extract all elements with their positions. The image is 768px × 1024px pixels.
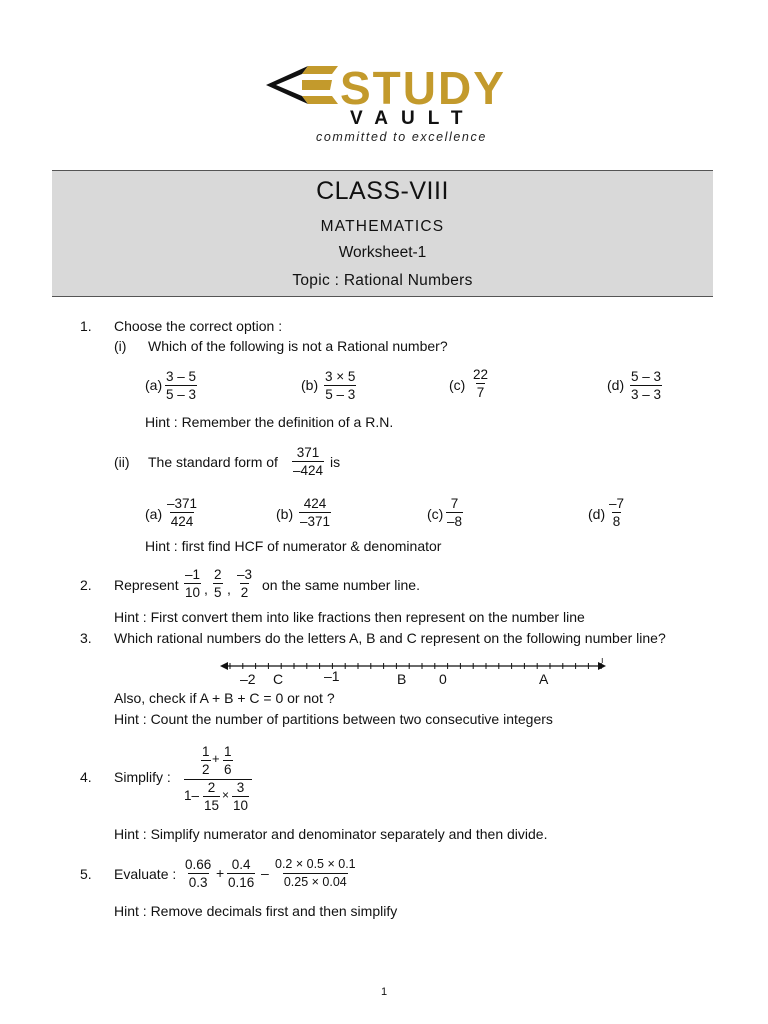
header-band <box>52 170 713 297</box>
q4-number: 4. <box>80 769 92 785</box>
q5-fraction-2: $\frac{0.4}{0.16}$ <box>228 857 255 890</box>
q1-ii-b-fraction: $\frac{424}{-371}$ <box>300 496 331 529</box>
q1-ii-label: (ii) <box>114 454 130 470</box>
q4-frac-a: $\frac{1}{2}$ <box>202 744 210 777</box>
q1-i-label: (i) <box>114 338 127 354</box>
q5-hint: Hint : Remove decimals first and then simplify <box>114 903 398 919</box>
svg-text:STUDY: STUDY <box>340 62 506 108</box>
q3-number: 3. <box>80 630 92 646</box>
q2-number: 2. <box>80 577 92 593</box>
q1-i-a-fraction: $\frac{3 - 5}{5 - 3}$ <box>166 369 197 402</box>
logo-tagline: committed to excellence <box>316 130 487 144</box>
q4-text: Simplify : <box>114 769 171 785</box>
q1-ii-hint: Hint : first find HCF of numerator & denominator <box>145 538 442 554</box>
class-title: CLASS-VIII <box>316 177 449 205</box>
q4-hint: Hint : Simplify numerator and denominator separately and then divide. <box>114 826 548 842</box>
q1-text: Choose the correct option : <box>114 318 283 334</box>
q5-plus: + <box>216 865 225 881</box>
q4-frac-b: $\frac{1}{6}$ <box>224 744 232 777</box>
subject-title: MATHEMATICS <box>320 218 445 235</box>
q1-i-a-label: (a) <box>145 377 163 393</box>
q1-ii-b-label: (b) <box>276 506 294 522</box>
q1-ii-a-label: (a) <box>145 506 163 522</box>
q1-i-b-fraction: $\frac{3 \times 5}{5 - 3}$ <box>325 369 356 402</box>
q5-minus: – <box>261 865 269 881</box>
nl-label-b: B <box>397 671 407 687</box>
q1-i-hint: Hint : Remember the definition of a R.N. <box>145 414 394 430</box>
q1-i-d-label: (d) <box>607 377 625 393</box>
q5-fraction-3: $\frac{0.2 \times 0.5 \times 0.1}{0.25 \times 0.04}$ <box>275 857 356 889</box>
study-vault-logo <box>262 62 532 108</box>
nl-label-a: A <box>539 671 549 687</box>
q3-text: Which rational numbers do the letters A, B and C represent on the following number line? <box>114 630 666 646</box>
q5-text: Evaluate : <box>114 866 177 882</box>
nl-label-0: 0 <box>439 671 447 687</box>
q1-ii-d-fraction: $\frac{-7}{8}$ <box>609 496 625 529</box>
q2-text-after: on the same number line. <box>262 577 420 593</box>
page-number: 1 <box>380 986 388 998</box>
q1-ii-c-fraction: $\frac{7}{-8}$ <box>447 496 463 529</box>
q1-ii-a-fraction: $\frac{-371}{424}$ <box>167 496 198 529</box>
q1-number: 1. <box>80 318 92 334</box>
q1-i-b-label: (b) <box>301 377 319 393</box>
q1-i-c-fraction: $\frac{22}{7}$ <box>473 367 489 400</box>
number-line-mark: ı <box>601 655 604 665</box>
q2-fraction-2: $\frac{2}{5}$ <box>214 567 222 600</box>
topic-title: Topic : Rational Numbers <box>292 272 473 289</box>
q5-number: 5. <box>80 866 92 882</box>
q1-ii-fraction: $\frac{371}{-424}$ <box>293 445 324 478</box>
q2-text: Represent <box>114 577 179 593</box>
q4-frac-d: $\frac{3}{10}$ <box>233 780 249 813</box>
q4-frac-c: $\frac{2}{15}$ <box>204 780 220 813</box>
q3-hint: Hint : Count the number of partitions between two consecutive integers <box>114 711 553 727</box>
nl-label-c: C <box>273 671 284 687</box>
q1-ii-c-label: (c) <box>427 506 444 522</box>
logo-vault-text: VAULT <box>350 108 476 129</box>
q3-also: Also, check if A + B + C = 0 or not ? <box>114 690 335 706</box>
q2-fraction-1: $\frac{-1}{10}$ <box>185 567 201 600</box>
nl-label-minus2: –2 <box>240 671 256 687</box>
q2-comma-2: , <box>227 581 231 597</box>
q1-ii-text-after: is <box>330 454 341 470</box>
q2-hint: Hint : First convert them into like fractions then represent on the number line <box>114 609 585 625</box>
q1-i-c-label: (c) <box>449 377 466 393</box>
q2-comma-1: , <box>204 581 208 597</box>
nl-label-minus1: –1 <box>324 668 340 684</box>
q1-ii-text: The standard form of <box>148 454 278 470</box>
q1-i-text: Which of the following is not a Rational number? <box>148 338 448 354</box>
q5-fraction-1: $\frac{0.66}{0.3}$ <box>185 857 212 890</box>
q1-ii-d-label: (d) <box>588 506 606 522</box>
q2-fraction-3: $\frac{-3}{2}$ <box>237 567 253 600</box>
worksheet-title: Worksheet-1 <box>338 244 427 261</box>
q4-complex-fraction: $\frac{1}{2}$ + $\frac{1}{6}$ 1– $\frac{2}{15}$ × $\frac{3}{10}$ <box>184 743 252 817</box>
q1-i-d-fraction: $\frac{5 - 3}{3 - 3}$ <box>631 369 662 402</box>
